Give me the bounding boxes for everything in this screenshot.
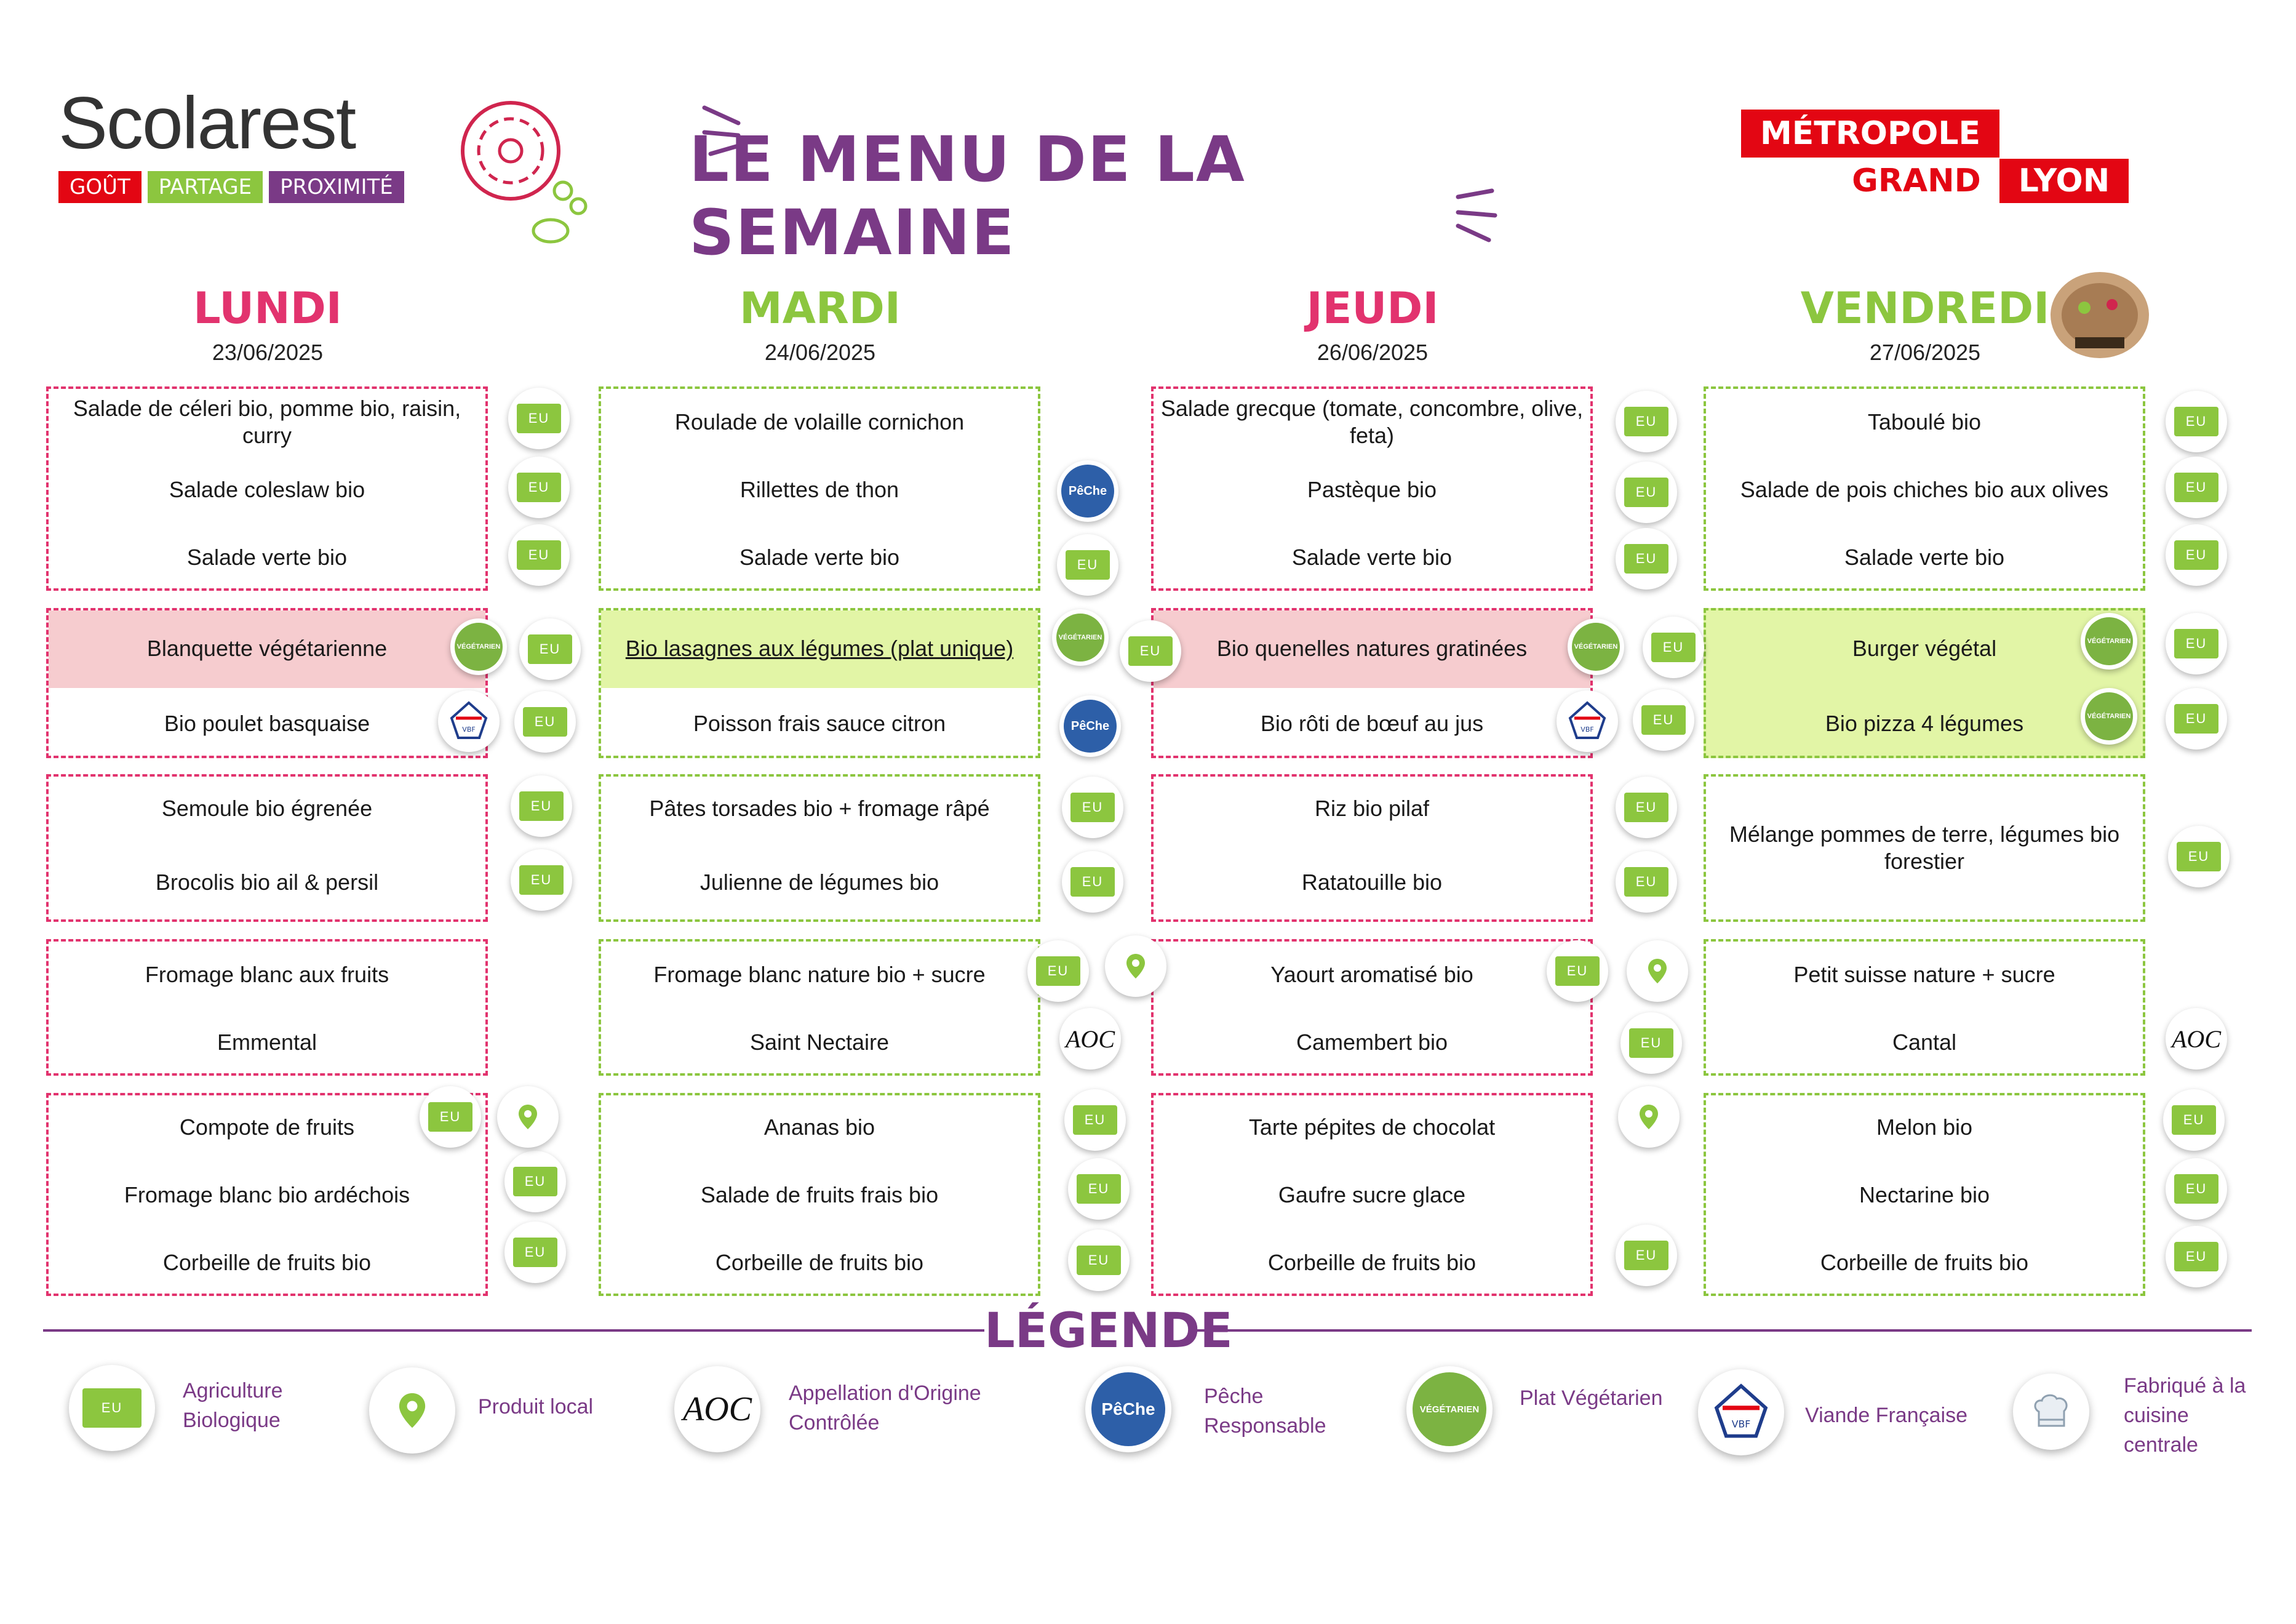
lundi-sides-box [46, 774, 488, 922]
produit-local-icon [1627, 940, 1688, 1002]
menu-item: Petit suisse nature + sucre [1793, 962, 2055, 987]
bio-label-icon: EU [1068, 1230, 1130, 1291]
vendredi-sides-box [1704, 774, 2145, 922]
menu-item: Nectarine bio [1859, 1182, 1990, 1207]
bio-label-icon: EU [1027, 940, 1089, 1002]
svg-text:VBF: VBF [1580, 726, 1594, 734]
menu-item: Corbeille de fruits bio [1267, 1250, 1477, 1275]
bio-label-icon: EU [1057, 534, 1118, 596]
legend-aoc-icon: AOC [674, 1366, 760, 1452]
vendredi-desserts-box [1704, 1093, 2145, 1296]
bio-label-icon: EU [1062, 851, 1123, 913]
lundi-dairy-box [46, 939, 488, 1076]
menu-item: Pâtes torsades bio + fromage râpé [649, 796, 990, 821]
bio-label-icon: EU [508, 457, 570, 518]
bio-label-icon: EU [1616, 1225, 1677, 1286]
menu-item: Gaufre sucre glace [1278, 1182, 1466, 1207]
day-date-lundi: 23/06/2025 [212, 340, 324, 365]
scolarest-logo [58, 82, 421, 222]
legend-title: LÉGENDE [984, 1303, 1194, 1365]
bio-label-icon: EU [1068, 1158, 1130, 1220]
jeudi-mains-box [1151, 608, 1593, 758]
bio-label-icon: EU [511, 849, 572, 911]
plat-vegetarien-stamp-icon [2047, 271, 2152, 360]
bio-label-icon: EU [2163, 1089, 2225, 1151]
menu-item: Corbeille de fruits bio [1820, 1250, 2029, 1275]
legend-bio-label: Agriculture Biologique [183, 1379, 283, 1432]
scolarest-tagline [58, 171, 421, 203]
vendredi-mains-box [1704, 608, 2145, 758]
menu-item: Riz bio pilaf [1314, 796, 1430, 821]
day-date-vendredi: 27/06/2025 [1869, 340, 1981, 365]
menu-item: Fromage blanc aux fruits [145, 962, 389, 987]
aoc-icon: AOC [2166, 1008, 2227, 1070]
bio-label-icon: EU [2166, 688, 2227, 750]
menu-item: Salade coleslaw bio [169, 477, 365, 502]
legend-viande-label: Viande Française [1805, 1404, 1967, 1427]
lundi-mains-box [46, 608, 488, 758]
vegetarian-icon: VÉGÉTARIEN [450, 618, 507, 675]
produit-local-icon [497, 1086, 559, 1148]
bio-label-icon: EU [1064, 1089, 1126, 1151]
menu-item: Salade verte bio [739, 545, 900, 570]
legend-local-label: Produit local [478, 1395, 594, 1418]
menu-item: Cantal [1892, 1030, 1957, 1055]
bio-label-icon: EU [1616, 851, 1677, 913]
bio-label-icon: EU [1062, 777, 1123, 838]
mardi-mains-box [599, 608, 1040, 758]
menu-item: Ananas bio [763, 1114, 875, 1140]
mardi-sides-box [599, 774, 1040, 922]
day-name-mardi: MARDI [739, 283, 901, 334]
produit-local-icon [1105, 935, 1166, 997]
menu-item: Roulade de volaille cornichon [674, 409, 965, 434]
jeudi-desserts-box [1151, 1093, 1593, 1296]
vendredi-dairy-box [1704, 939, 2145, 1076]
viande-francaise-icon [1557, 690, 1618, 752]
day-name-jeudi: JEUDI [1306, 283, 1439, 334]
jeudi-sides-box [1151, 774, 1593, 922]
bio-label-icon: EU [519, 618, 581, 680]
bio-label-icon: EU [2166, 1226, 2227, 1287]
menu-item: Salade de fruits frais bio [700, 1182, 939, 1207]
menu-item: Yaourt aromatisé bio [1270, 962, 1473, 987]
page-title: LE MENU DE LA SEMAINE [689, 123, 1246, 270]
bio-label-icon: EU [511, 775, 572, 837]
menu-item: Fromage blanc bio ardéchois [124, 1182, 410, 1207]
menu-item: Brocolis bio ail & persil [155, 870, 379, 895]
title-spark-right-icon [1452, 188, 1501, 243]
vegetarian-icon: VÉGÉTARIEN [2081, 613, 2137, 670]
menu-item: Salade de céleri bio, pomme bio, raisin, curry [73, 396, 461, 448]
tagline-gout: GOÛT [58, 171, 142, 203]
bio-label-icon: EU [1547, 940, 1608, 1002]
legend-peche-label: Pêche Responsable [1204, 1385, 1326, 1438]
bio-label-icon: EU [508, 388, 570, 449]
aoc-icon: AOC [1059, 1008, 1121, 1070]
menu-item: Bio pizza 4 légumes [1825, 711, 2024, 736]
legend-local-icon [369, 1367, 455, 1454]
menu-item: Bio rôti de bœuf au jus [1260, 711, 1484, 736]
menu-item: Melon bio [1876, 1114, 1973, 1140]
bio-label-icon: EU [1616, 777, 1677, 838]
menu-item: Saint Nectaire [749, 1030, 890, 1055]
bio-label-icon: EU [514, 691, 576, 753]
bio-label-icon: EU [2166, 391, 2227, 452]
menu-item: Salade verte bio [1291, 545, 1453, 570]
menu-item: Camembert bio [1296, 1030, 1448, 1055]
menu-item: Ratatouille bio [1301, 870, 1443, 895]
peche-responsable-icon: PêChe [1059, 695, 1121, 757]
menu-item: Semoule bio égrenée [161, 796, 373, 821]
scolarest-logo-text: Scolarest [58, 82, 356, 164]
bio-label-icon: EU [1616, 391, 1677, 452]
vegetarian-icon: VÉGÉTARIEN [1568, 618, 1624, 675]
mardi-starters-box [599, 386, 1040, 591]
menu-item: Poisson frais sauce citron [693, 711, 946, 736]
lundi-starters-box [46, 386, 488, 591]
bio-label-icon: EU [2166, 1158, 2227, 1220]
tagline-proximite: PROXIMITÉ [269, 171, 404, 203]
menu-item: Bio lasagnes aux légumes (plat unique) [625, 636, 1014, 661]
metropole-logo-line1: MÉTROPOLE [1741, 110, 1999, 158]
legend-aoc-label: Appellation d'Origine Contrôlée [789, 1382, 981, 1434]
bio-label-icon: EU [2168, 826, 2230, 887]
svg-text:VBF: VBF [1731, 1418, 1751, 1430]
menu-item: Compote de fruits [179, 1114, 355, 1140]
menu-item: Fromage blanc nature bio + sucre [653, 962, 986, 987]
legend-chef-hat-icon [2013, 1374, 2089, 1450]
bio-label-icon: EU [420, 1086, 481, 1148]
bio-label-icon: EU [1616, 462, 1677, 523]
legend-bio-icon: EU [69, 1365, 155, 1451]
menu-item: Julienne de légumes bio [700, 870, 939, 895]
day-name-lundi: LUNDI [193, 283, 342, 334]
bio-label-icon: EU [1633, 689, 1694, 751]
menu-item: Rillettes de thon [739, 477, 899, 502]
day-date-mardi: 24/06/2025 [764, 340, 876, 365]
menu-item: Pastèque bio [1307, 477, 1437, 502]
produit-local-icon [1618, 1086, 1680, 1148]
menu-item: Bio poulet basquaise [164, 711, 370, 736]
legend-peche-icon: PêChe [1085, 1366, 1171, 1452]
menu-item: Salade verte bio [1844, 545, 2005, 570]
jeudi-dairy-box [1151, 939, 1593, 1076]
bio-label-icon: EU [1620, 1012, 1682, 1074]
bio-label-icon: EU [508, 524, 570, 586]
vegetarian-icon: VÉGÉTARIEN [2081, 688, 2137, 745]
peche-responsable-icon: PêChe [1057, 460, 1118, 522]
plate-illustration-icon [458, 92, 600, 252]
menu-item: Burger végétal [1852, 636, 1997, 661]
day-name-vendredi: VENDREDI [1800, 283, 2050, 334]
tagline-partage: PARTAGE [148, 171, 263, 203]
legend-veg-label: Plat Végétarien [1520, 1386, 1663, 1410]
menu-item: Salade grecque (tomate, concombre, olive, feta) [1160, 396, 1584, 448]
menu-item: Corbeille de fruits bio [162, 1250, 372, 1275]
metropole-logo-grand: GRAND [1852, 162, 1981, 199]
menu-item: Tarte pépites de chocolat [1248, 1114, 1496, 1140]
mardi-desserts-box [599, 1093, 1040, 1296]
bio-label-icon: EU [504, 1222, 566, 1283]
menu-item: Taboulé bio [1867, 409, 1982, 434]
menu-item: Emmental [217, 1030, 317, 1055]
menu-item: Corbeille de fruits bio [715, 1250, 924, 1275]
vendredi-starters-box [1704, 386, 2145, 591]
bio-label-icon: EU [1616, 528, 1677, 590]
menu-item: Blanquette végétarienne [146, 636, 388, 661]
svg-text:VBF: VBF [462, 726, 476, 734]
bio-label-icon: EU [2166, 613, 2227, 674]
metropole-logo-lyon: LYON [1999, 159, 2129, 203]
menu-item: Salade verte bio [186, 545, 348, 570]
mardi-dairy-box [599, 939, 1040, 1076]
legend-cuisine-label: Fabriqué à la cuisine centrale [2124, 1374, 2246, 1457]
legend-veg-icon: VÉGÉTARIEN [1406, 1366, 1493, 1452]
viande-francaise-icon [438, 690, 500, 752]
bio-label-icon: EU [2166, 457, 2227, 518]
bio-label-icon: EU [2166, 524, 2227, 586]
menu-item: Salade de pois chiches bio aux olives [1740, 477, 2109, 502]
bio-label-icon: EU [504, 1151, 566, 1212]
day-date-jeudi: 26/06/2025 [1317, 340, 1429, 365]
bio-label-icon: EU [1120, 620, 1181, 682]
bio-label-icon: EU [1643, 617, 1704, 678]
menu-item: Mélange pommes de terre, légumes bio forestier [1729, 822, 2120, 874]
legend-viande-icon [1698, 1369, 1784, 1455]
menu-item: Bio quenelles natures gratinées [1216, 636, 1528, 661]
vegetarian-icon: VÉGÉTARIEN [1052, 609, 1109, 666]
jeudi-starters-box [1151, 386, 1593, 591]
